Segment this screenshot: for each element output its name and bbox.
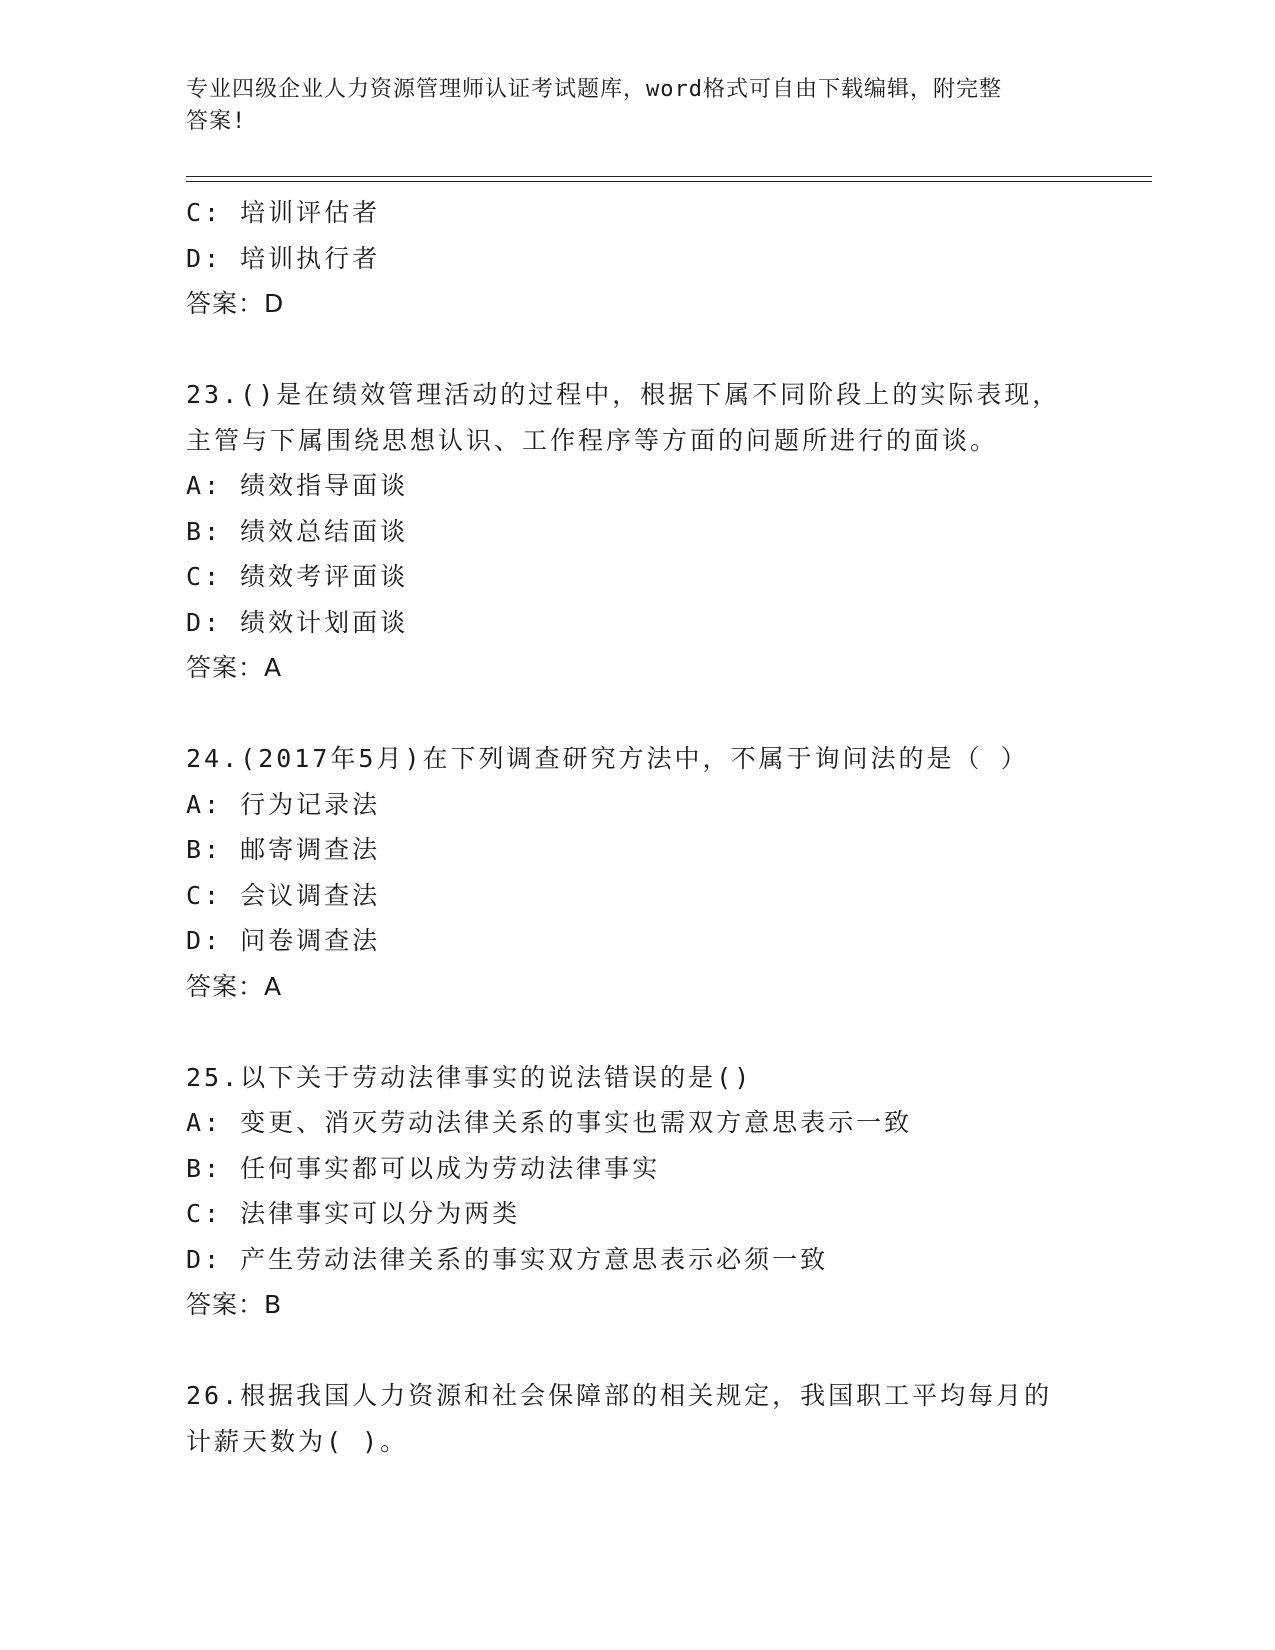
option-b: B: 任何事实都可以成为劳动法律事实 xyxy=(186,1153,661,1183)
option-a: A: 行为记录法 xyxy=(186,789,381,819)
question-stem: 24.(2017年5月)在下列调查研究方法中，不属于询问法的是（ ） xyxy=(186,744,1029,773)
answer-label: 答案：B xyxy=(186,1290,283,1319)
question-24 xyxy=(186,736,1136,1009)
option-b: B: 邮寄调查法 xyxy=(186,835,381,864)
spacer xyxy=(186,1328,1136,1374)
question-stem: 26.根据我国人力资源和社会保障部的相关规定，我国职工平均每月的 xyxy=(186,1381,1053,1410)
page-header xyxy=(186,74,1066,138)
spacer xyxy=(186,327,1136,373)
option-c: C: 会议调查法 xyxy=(186,880,381,910)
option-d: D: 培训执行者 xyxy=(186,243,381,273)
question-stem-continued: 主管与下属围绕思想认识、工作程序等方面的问题所进行的面谈。 xyxy=(186,425,999,455)
question-stem: 23.()是在绩效管理活动的过程中，根据下属不同阶段上的实际表现， xyxy=(186,380,1061,409)
header-line-1: 专业四级企业人力资源管理师认证考试题库，word格式可自由下载编辑，附完整 xyxy=(186,77,1002,102)
option-c: C: 绩效考评面谈 xyxy=(186,562,409,591)
option-c: C: 法律事实可以分为两类 xyxy=(186,1199,521,1228)
question-22-tail xyxy=(186,190,1136,327)
header-divider-bottom xyxy=(186,181,1152,182)
option-a: A: 绩效指导面谈 xyxy=(186,471,409,500)
question-26 xyxy=(186,1373,1136,1464)
header-divider-top xyxy=(186,176,1152,177)
answer-label: 答案：D xyxy=(186,289,285,318)
question-23 xyxy=(186,372,1136,691)
option-b: B: 绩效总结面谈 xyxy=(186,516,409,546)
question-stem: 25.以下关于劳动法律事实的说法错误的是() xyxy=(186,1062,753,1092)
answer-label: 答案：A xyxy=(186,971,283,1001)
spacer xyxy=(186,691,1136,737)
option-c: C: 培训评估者 xyxy=(186,198,381,227)
option-d: D: 产生劳动法律关系的事实双方意思表示必须一致 xyxy=(186,1244,829,1274)
header-line-2: 答案! xyxy=(186,109,247,134)
question-list xyxy=(186,190,1136,1464)
option-d: D: 问卷调查法 xyxy=(186,926,381,955)
spacer xyxy=(186,1009,1136,1055)
question-25 xyxy=(186,1055,1136,1328)
question-stem-continued: 计薪天数为( )。 xyxy=(186,1426,409,1456)
option-a: A: 变更、消灭劳动法律关系的事实也需双方意思表示一致 xyxy=(186,1108,913,1137)
answer-label: 答案：A xyxy=(186,653,283,682)
option-d: D: 绩效计划面谈 xyxy=(186,607,409,637)
